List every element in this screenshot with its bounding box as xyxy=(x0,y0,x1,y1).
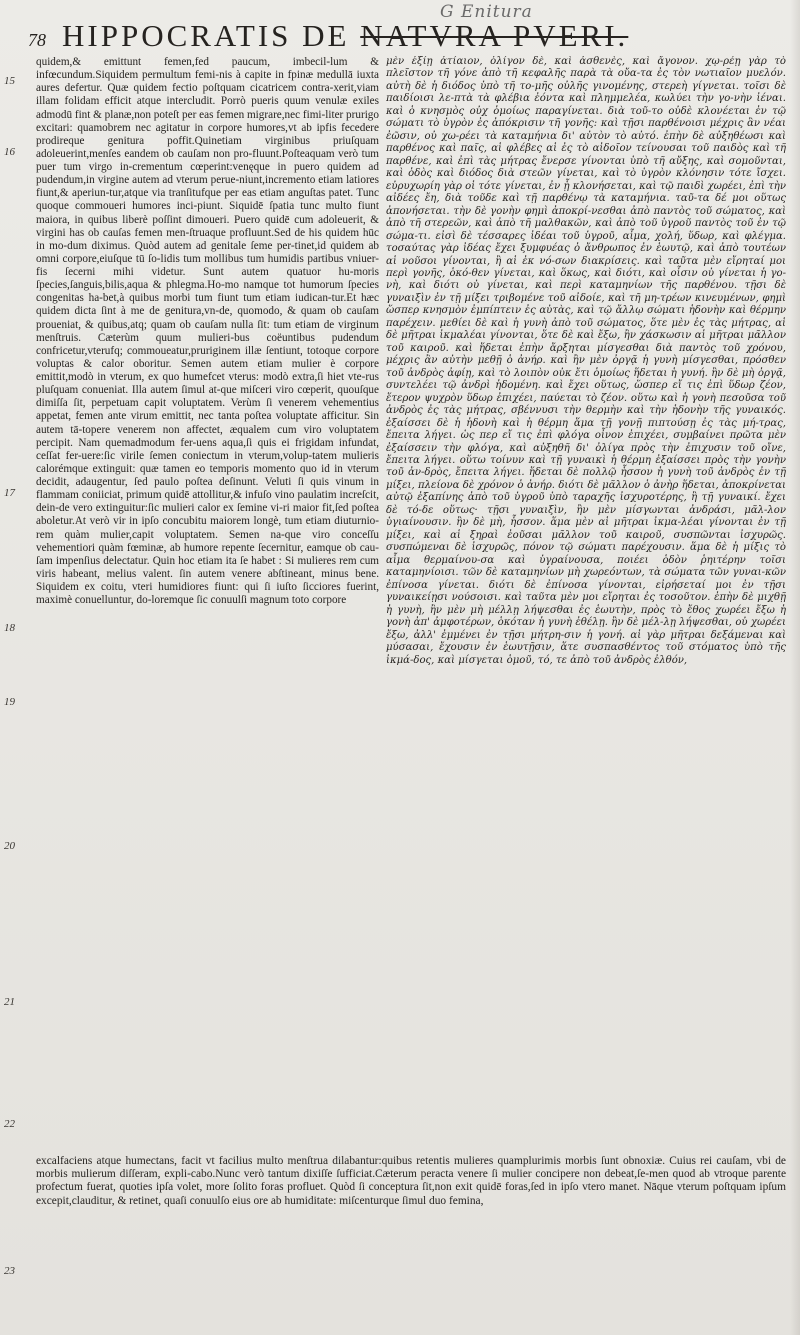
greek-paragraph: μὲν ἐξίῃ ἀτίαιον, ὀλίγον δὲ, καὶ ἀσθενὲς, καὶ ἄγονον. χῳ-ρέῃ γὰρ τὸ πλεῖστον τῆ γόνε ἀπὸ τῆ κεφαλῆς παρὰ τὰ οὔα-τα ἐς τὸν νωτιαῖον μυελόν. αὐτὴ δὲ ἡ διόδος ὑπὸ τῆ το-μῆς οὐλῆς γινομένης, στερεὴ γίγνεται. τοῖσι δὲ παιδίοισι λε-πτὰ τὰ φλέβια ἐόντα καὶ πλημμελέα, κωλύει τὴν γο-νὴν ἰέναι. καὶ ὁ κνησμὸς οὐχ ὁμοίως παραγίνεται. διὰ τοῦ-το οὐδὲ κλονέεται ἐν τῷ σώματι τὸ ὑγρὸν ἐς ἀπόκρισιν τῆ γονῆς: καὶ τῇσι παρθένοισι μέχρις ἂν νέαι ἐῶσιν, οὐ χω-ρέει τὰ καταμήνια δι' αὐτὸν τὸ αὐτό. ἐπὴν δὲ αὐξηθέωσι καὶ παρθένος καὶ παῖς, αἱ φλέβες αἱ ἐς τὸ αἰδοῖον τείνουσαι τοῦ παιδὸς καὶ τῆ παρθένε, καὶ ἐπὶ τὰς μήτρας ἔνερσε γίνονται ὑπὸ τῆ αὔξης, καὶ σομοῦνται, καὶ ὁδὸς καὶ διόδος διὰ στεῶν γίνεται, καὶ τὸ ὑγρὸν κλόνησιν τότε ἴσχει. εὐρυχωρίη γὰρ οἱ τότε γίνεται, ἐν ᾗ κλονήσεται, καὶ τῷ παιδὶ χωρέει, ἐπὶ τὴν αἰδέες ἔη, διὰ τοῦδε καὶ τῇ παρθένῳ τὰ καταμήνια. ταῦ-τα δέ μοι οὕτως ἀπονήσεται. τὴν δὲ γονὴν φημὶ ἀποκρί-νεσθαι ἀπὸ παντὸς τοῦ σώματος, καὶ ἀπὸ τῆ στερεῶν, καὶ ἀπὸ τῆ μαλθακῶν, καὶ ἀπὸ τοῦ ὑγροῦ παντὸς τοῦ ἐν τῷ σώμα-τι. εἰσὶ δὲ τέσσαρες ἰδέαι τοῦ ὑγροῦ, αἷμα, χολή, ὕδωρ, καὶ φλέγμα. τοσαύτας γὰρ ἰδέας ἔχει ξυμφυέας ὁ ἄνθρωπος ἐν ἑωυτῷ, καὶ ἀπὸ τουτέων αἱ νοῦσοι γίνονται, ἢ αἱ ἐκ νό-σων διακρίσεις. καὶ ταῦτα μὲν εἴρηταί μοι περὶ γονῆς, ὁκό-θεν γίνεται, καὶ ὅκως, καὶ διότι, καὶ οἷσιν οὐ γίνεται ἡ γο-νὴ, καὶ διότι οὐ γίνεται, καὶ περὶ καταμηνίων τῆς παρθένου. τῇσι δὲ γυναιξὶν ἐν τῇ μίξει τριβομένε τοῦ αἰδοίε, καὶ τῆ μη-τρέων κινευμένων, φημὶ ὥσπερ κνησμὸν ἐμπίπτειν ἐς αὐτὰς, καὶ τῷ ἄλλῳ σώματι ἡδονὴν καὶ θέρμην παρέχειν. μεθίει δὲ καὶ ἡ γυνὴ ἀπὸ τοῦ σώματος, ὅτε μὲν ἐς τὰς μήτρας, αἱ δὲ μῆτραι ἰκμαλέαι γίνονται, ὅτε δὲ καὶ ἔξω, ἢν χάσκωσιν αἱ μῆτραι μᾶλλον τοῦ καιροῦ. καὶ ἥδεται ἐπὴν ἄρξηται μίσγεσθαι διὰ παντὸς τοῦ χρόνου, μέχρις ἂν αὐτὴν μεθῇ ὁ ἀνήρ. καὶ ἢν μὲν ὀργᾷ ἡ γυνὴ μίσγεσθαι, πρόσθεν τοῦ ἀνδρὸς ἀφίῃ, καὶ τὸ λοιπὸν οὐκ ἔτι ὁμοίως ἥδεται ἡ γυνή. ἢν δὲ μὴ ὀργᾷ, συντελέει τῷ ἀνδρὶ ἡδομένη. καὶ ἔχει οὕτως, ὥσπερ εἴ τις ἐπὶ ὕδωρ ζέον, ἕτερον ψυχρὸν ὕδωρ ἐπιχέει, παύεται τὸ ζέον. οὕτω καὶ ἡ γονὴ πεσοῦσα τοῦ ἀνδρὸς ἐς τὰς μήτρας, σβέννυσι τὴν θερμὴν καὶ τὴν ἡδονὴν τῆς γυναικός. ἐξαίσσει δὲ ἡ ἡδονὴ καὶ ἡ θέρμη ἅμα τῇ γονῇ πιπτούσῃ ἐς τὰς μή-τρας, ἔπειτα λήγει. ὡς περ εἴ τις ἐπὶ φλόγα οἶνον ἐπιχέει, συμβαίνει πρῶτα μὲν ἐξαίσσειν τὴν φλόγα, καὶ αὐξηθῆ δι' ὀλίγα πρὸς τὴν ἐπιχυσιν τοῦ οἴνε, ἔπειτα λήγει. οὕτω τοίνυν καὶ τῇ γυναικὶ ἡ θέρμη ἐξαίσσει πρὸς τὴν γονὴν τοῦ ἀν-δρὸς, ἔπειτα λήγει. ἥδεται δὲ πολλῷ ἧσσον ἡ γυνὴ τοῦ ἀνδρὸς ἐν τῇ μίξει, πλείονα δὲ χρόνον ὁ ἀνήρ. διότι δὲ μᾶλλον ὁ ἀνὴρ ἥδεται, ἀποκρίνεται αὐτῷ ἐξαπίνης ἀπὸ τοῦ ὑγροῦ ὑπὸ ταραχῆς ἰσχυροτέρης, ἢ τῇ γυναικί. ἔχει δὲ τό-δε οὕτως· τῇσι γυναιξὶν, ἢν μὲν μίσγωνται ἀνδράσι, μᾶλ-λον ὑγιαίνουσιν. ἢν δὲ μὴ, ἧσσον. ἅμα μὲν αἱ μῆτραι ἰκμα-λέαι γίνονται ἐν τῇ μίξει, καὶ αἱ ξηραὶ ἐοῦσαι μᾶλλον τοῦ καιροῦ, συσπῶνται ἰσχυρῶς. συσπώμεναι δὲ ἰσχυρῶς, πόνον τῷ σώματι παρέχουσιν. ἅμα δὲ ἡ μίξις τὸ αἷμα θερμαίνου-σα καὶ ὑγραίνουσα, ποιέει ὁδὸν ῥηιτέρην τοῖσι καταμηνίοισι. τῶν δὲ καταμηνίων μὴ χωρεόντων, τὰ σώματα τῶν γυναι-κῶν ἐπίνοσα γίνεται. διότι δὲ ἐπίνοσα γίνονται, εἰρήσεταί μοι ἐν τῇσι γυναικείῃσι νούσοισι. καὶ ταῦτα μὲν μοι εἴρηται ἐς τοσοῦτον. ἐπὴν δὲ μιχθῇ ἡ γυνὴ, ἢν μὲν μὴ μέλλῃ λήψεσθαι ἐς ἑωυτὴν, πρὸς τὸ ἔθος χωρέει ἔξω ἡ γονὴ ἀπ' ἀμφοτέρων, ὁκόταν ἡ γυνὴ ἐθέλῃ. ἢν δὲ μέλ-λῃ λήψεσθαι, οὐ χωρέει ἔξω, ἀλλ' ἐμμένει ἐν τῇσι μήτρη-σιν ἡ γονή. αἱ γὰρ μῆτραι δεξάμεναι καὶ μύσασαι, ἔχουσιν ἐν ἑωυτῇσιν, ἅτε συσπασθέντος τοῦ στόματος ὑπὸ τῆς ἰκμά-δος, καὶ μίσγεται ὁμοῦ, τό, τε ἀπὸ τοῦ ἀνδρὸς ἐλθόν, xyxy=(386,56,786,666)
running-title xyxy=(62,18,628,54)
margin-number: 23 xyxy=(4,1265,15,1277)
margin-number: 18 xyxy=(4,622,15,634)
handwritten-annotation: G Enitura xyxy=(440,2,533,22)
margin-number: 19 xyxy=(4,696,15,708)
margin-number: 20 xyxy=(4,840,15,852)
full-width-latin-continuation xyxy=(36,1155,786,1208)
margin-number: 16 xyxy=(4,146,15,158)
margin-number: 21 xyxy=(4,996,15,1008)
latin-column xyxy=(36,56,379,1248)
two-column-body xyxy=(36,56,786,1261)
page-edge-shadow xyxy=(790,0,800,1335)
running-title-main: HIPPOCRATIS DE xyxy=(62,18,361,53)
page-header xyxy=(28,18,778,52)
margin-number: 15 xyxy=(4,75,15,87)
continuation-paragraph: excalfaciens atque humectans, facit vt facilius multo menſtrua dilabantur:quibus retentis mulieres quamplurimis morbis ſunt obnoxiæ. Cuius rei cauſam, vbi de morbis mulierum diſſeram, expli-cabo.Nunc verò tantum dixiſſe ſufficiat.Cæterum peracta venere ſi mulier concipere non debeat,ſe-men quod ab vtroque parente profectum fuerat, quoties ipſa volet, more ſolito foras profluet. Quòd ſi conceptura ſit,non exit quidē foras,ſed in ipſo vtero manet. Nāque vterum poſtquam ipſum excepit,clauditur, & retinet, quaſi conuulſo eius ore ab humiditate: miſcenturque ſimul duo femina, xyxy=(36,1155,786,1207)
margin-number: 22 xyxy=(4,1118,15,1130)
latin-paragraph: quidem,& emittunt femen,fed paucum, imbecil-lum & infœcundum.Siquidem permultum femi-nis à capite in fpinæ medullā iuxta aures defertur. Quæ quidem fectio poſtquam cicatricem contra-xerit,viam illam folidam efficit atque intercludit. Porrò pueris quum venulæ exiles admodū fint & planæ,non poteſt per eas femen migrare,nec fimi-liter prurigo excitari: quamobrem nec agitatur in corpore humores,vt ab ipfis fecedere prodireque genitura poffit.Quinetiam virginibus priuſquam adoleuerint,menſes eandem ob cauſam non pro-fluunt.Poſteaquam verò tum puer tum virgo in-crementum cœperint:venęque in puero quidem ad pudendum,in virgine autem ad vterum perue-niunt,incremento etiam latiores fiunt,& aperiun-tur,atque via tranſitufque per eas etiam anguſtas patet. Tunc quoque commoueri humores inci-piunt. Siquidē ſpatia tunc multo fiunt maiora, in quibus liberè poſſint dimoueri. Puero quidē cum adoleuerit, & virgini has ob cauſas femen men-ſtruaque profluunt.Sed de his quidem hūc in mo-dum diximus. Quòd autem ad genitale ſeme per-tinet,id quidem ab omni corpore,eiuſque tū ſo-lidis tum mollibus tum humidis partibus vniuer-fis ſecerni mihi videtur. Sunt autem quatuor hu-moris ſpecies,ſanguis,bilis,aqua & phlegma.Ho-mo namque tot humorum ſpecies congenitas ha-bet,à quibus morbi tum fiunt tum etiam iudican-tur.Et hæc quidem dicta ſint à me de genitura,vn-de, quomodo, & quam ob cauſam proueniat, & quibus,atq; quam ob cauſam nulla ſit: tum etiam de virginum menſtruis. Cæterùm quum mulieri-bus coëuntibus pudendum confricetur,vterufq; commoueatur,pruriginem illæ ſentiunt, totoque corpore voluptas & calor oboritur. Semen autem etiam mulier è corpore emittit,modò in vterum, ex quo humefcet vterus: modò extra,ſi hiet vte-rus pluſquam conueniat. Illa autem ſimul at-que miſceri viro cœperit, quouſque dimiſſa ſit, perpetuam capit voluptatem. Verùm ſi venerem vehementius appetat, femen ante virum emittit, nec tanta poſtea voluptate afficitur. Sin autem tā-topere venerem non affectet, æqualem cum viro voluptatem percipit. Nam quemadmodum fer-uens aqua,ſi quis ei frigidam infundat, ceſſat fer-uere:ſic virile ſemen coniectum in vterum,volup-tatem mulieris calorémque extinguit: quæ tamen eo temporis momento quo id in vterum decidit, adaugentur, ſed paulo poſtea deſinunt. Veluti ſi quis vinum in flammam coniiciat, primum quidē attollitur,& infuſo vino paulatim increſcit, dein-de vero extinguitur:ſic mulieri calor ex ſemine vi-ri maior fit,ſed poſtea aboletur.At verò vir in ipſo concubitu maiorem longè, tum etiam diuturnio-rem quàm mulier,capit voluptatem. Semen na-que viro conceſſu vehementiori quàm fœminæ, ab humore repente ſecernitur, eamque ob cau-ſam impenſius delectatur. Quin hoc etiam ita ſe habet : Si mulieres rem cum viris habeant, melius valent. ſin autem venere abſtineant, minus bene. Siquidem ex coitu, vteri humidiores fiunt: qui ſi iuſto ſicciores fuerint, maximè conuelluntur, do-loremque ſic conuulſi magnum toto corpore xyxy=(36,56,379,607)
margin-number: 17 xyxy=(4,487,15,499)
running-title-struck: NATVRA PVERI. xyxy=(360,18,629,53)
page-number: 78 xyxy=(28,30,46,50)
greek-column xyxy=(386,56,786,1248)
margin-line-numbers xyxy=(0,0,30,1335)
